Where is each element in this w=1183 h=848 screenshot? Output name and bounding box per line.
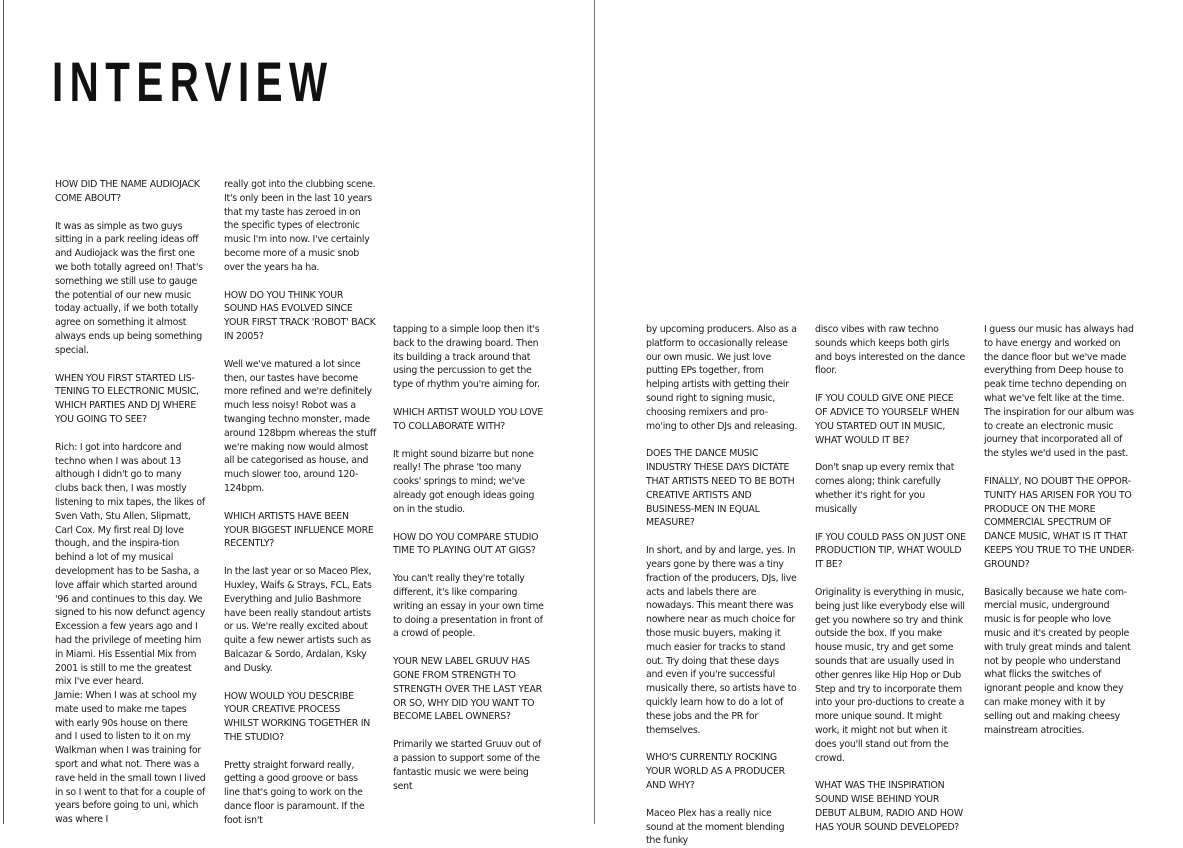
interview-question: HOW DO YOU THINK YOUR SOUND HAS EVOLVED SINCE YOUR FIRST TRACK 'ROBOT' BACK IN 2005? — [224, 289, 376, 342]
interview-question: HOW WOULD YOU DESCRIBE YOUR CREATIVE PROCESS WHILST WORKING TOGETHER IN THE STUDIO? — [224, 690, 371, 743]
page-edge-left — [3, 0, 4, 824]
interview-answer: Basically because we hate com-mercial music, underground music is for people who love music and it's created by people with truly great minds and talent not by people who understand what flicks the switches of ignorant people and know they can make money with it by selling out and making cheesy mainstream atrocities. — [984, 586, 1131, 736]
interview-answer: It was as simple as two guys sitting in a park reeling ideas off and Audiojack was the first one we both totally agreed on! That's something we still use to gauge the potential of our new music today actually, if we both totally agree on something it almost always ends up being something special. — [55, 220, 203, 356]
interview-question: FINALLY, NO DOUBT THE OPPOR-TUNITY HAS ARISEN FOR YOU TO PRODUCE ON THE MORE COMMERCIAL SPECTRUM OF DANCE MUSIC, WHAT IS IT THAT KEEPS YOU TRUE TO THE UNDER-GROUND? — [984, 475, 1135, 570]
interview-answer: Don't snap up every remix that comes along; think carefully whether it's right for you musically — [815, 462, 955, 515]
text-column-3 — [393, 323, 545, 793]
interview-answer: Primarily we started Gruuv out of a passion to support some of the fantastic music we were being sent — [393, 739, 542, 792]
interview-question: HOW DO YOU COMPARE STUDIO TIME TO PLAYING OUT AT GIGS? — [393, 531, 539, 557]
text-column-1 — [55, 178, 207, 827]
interview-question: IF YOU COULD PASS ON JUST ONE PRODUCTION TIP, WHAT WOULD IT BE? — [815, 531, 966, 571]
interview-answer: Well we've matured a lot since then, our tastes have become more refined and we're definitely much less noisy! Robot was a twanging techno monster, made around 128bpm whereas the stuff we're making now would almost all be categorised as house, and much slower too, around 120-124bpm. — [224, 358, 376, 494]
interview-answer: Maceo Plex has a really nice sound at the moment blending the funky — [646, 807, 785, 847]
interview-answer: In the last year or so Maceo Plex, Huxley, Waifs & Strays, FCL, Eats Everything and Julio Bashmore have been really standout artists or us. We're really excited about quite a few newer artists such as Balcazar & Sordo, Ardalan, Ksky and Dusky. — [224, 566, 372, 674]
interview-answer: by upcoming producers. Also as a platform to occasionally release our own music. We just love putting EPs together, from helping artists with getting their sound right to signing music, choosing remixers and pro-mo'ing to other DJs and releasing. — [646, 324, 798, 432]
interview-answer: Originality is everything in music, being just like everybody else will get you nowhere so try and think outside the box. If you make house music, try and get some sounds that are usually used in other genres like Hip Hop or Dub Step and try to incorporate them into your pro-ductions to create a more unique sound. It might work, it might not but when it does you'll stand out from the crowd. — [815, 586, 965, 764]
interview-question: YOUR NEW LABEL GRUUV HAS GONE FROM STRENGTH TO STRENGTH OVER THE LAST YEAR OR SO, WHY DID YOU WANT TO BECOME LABEL OWNERS? — [393, 656, 542, 723]
interview-question: WHAT WAS THE INSPIRATION SOUND WISE BEHIND YOUR DEBUT ALBUM, RADIO AND HOW HAS YOUR SOUND DEVELOPED? — [815, 780, 963, 833]
interview-question: WHICH ARTISTS HAVE BEEN YOUR BIGGEST INFLUENCE MORE RECENTLY? — [224, 510, 374, 550]
interview-question: WHO'S CURRENTLY ROCKING YOUR WORLD AS A PRODUCER AND WHY? — [646, 752, 785, 791]
interview-answer: Pretty straight forward really, getting a good groove or bass line that's going to work on the dance floor is paramount. If the foot isn't — [224, 759, 365, 826]
interview-answer: really got into the clubbing scene. It's only been in the last 10 years that my taste has zeroed in on the specific types of electronic music I'm into now. I've certainly become more of a music snob over the years ha ha. — [224, 179, 376, 273]
text-column-6 — [984, 323, 1136, 737]
interview-answer: It might sound bizarre but none really! The phrase 'too many cooks' springs to mind; we've already got enough ideas going on in the studio. — [393, 448, 535, 515]
interview-answer: Rich: I got into hardcore and techno when I was about 13 although I didn't go to many clubs back then, I was mostly listening to mix tapes, the likes of Sven Vath, Stu Allen, Slipmatt, Carl Cox. My first real DJ love though, and the inspira-tion behind a lot of my musical development has to be Sasha, a love affair which started around '96 and continues to this day. We signed to his now defunct agency Excession a few years ago and I had the privilege of meeting him in Miami. His Essential Mix from 2001 is still to me the greatest mix I've ever heard. — [55, 441, 206, 688]
interview-question: DOES THE DANCE MUSIC INDUSTRY THESE DAYS DICTATE THAT ARTISTS NEED TO BE BOTH CREATIVE ARTISTS AND BUSINESS-MEN IN EQUAL MEASURE? — [646, 448, 795, 529]
interview-question: IF YOU COULD GIVE ONE PIECE OF ADVICE TO YOURSELF WHEN YOU STARTED OUT IN MUSIC, WHAT WOULD IT BE? — [815, 393, 960, 446]
text-column-5 — [815, 323, 967, 835]
interview-question: WHICH ARTIST WOULD YOU LOVE TO COLLABORATE WITH? — [393, 406, 544, 432]
page-spine-divider — [594, 0, 595, 824]
text-column-2 — [224, 178, 376, 828]
interview-answer: I guess our music has always had to have energy and worked on the dance floor but we've made everything from Deep house to peak time techno depending on what we've felt like at the time. The inspiration for our album was to create an electronic music journey that incorporated all of the styles we'd used in the past. — [984, 324, 1134, 460]
interview-question: HOW DID THE NAME AUDIOJACK COME ABOUT? — [55, 179, 200, 204]
interview-answer: You can't really they're totally different, it's like comparing writing an essay in your own time to doing a presentation in front of a crowd of people. — [393, 573, 544, 640]
interview-answer: Jamie: When I was at school my mate used to make me tapes with early 90s house on there and I used to listen to it on my Walkman when I was training for sport and what not. There was a rave held in the small town I lived in so I went to that for a couple of years before going to uni, which was where I — [55, 690, 206, 826]
text-column-4 — [646, 323, 798, 848]
interview-answer: In short, and by and large, yes. In years gone by there was a tiny fraction of the producers, DJs, live acts and labels there are nowadays. This meant there was nowhere near as much choice for those music buyers, making it much easier for tracks to stand out. Try doing that these days and even if you're successful musically there, so artists have to quickly learn how to do a lot of these jobs and the PR for themselves. — [646, 545, 797, 736]
interview-answer: disco vibes with raw techno sounds which keeps both girls and boys interested on the dance floor. — [815, 324, 965, 377]
interview-answer: tapping to a simple loop then it's back to the drawing board. Then its building a track around that using the percussion to get the type of rhythm you're aiming for. — [393, 324, 540, 391]
headline: INTERVIEW — [52, 50, 334, 113]
interview-question: WHEN YOU FIRST STARTED LIS-TENING TO ELECTRONIC MUSIC, WHICH PARTIES AND DJ WHERE YOU GOING TO SEE? — [55, 372, 199, 425]
